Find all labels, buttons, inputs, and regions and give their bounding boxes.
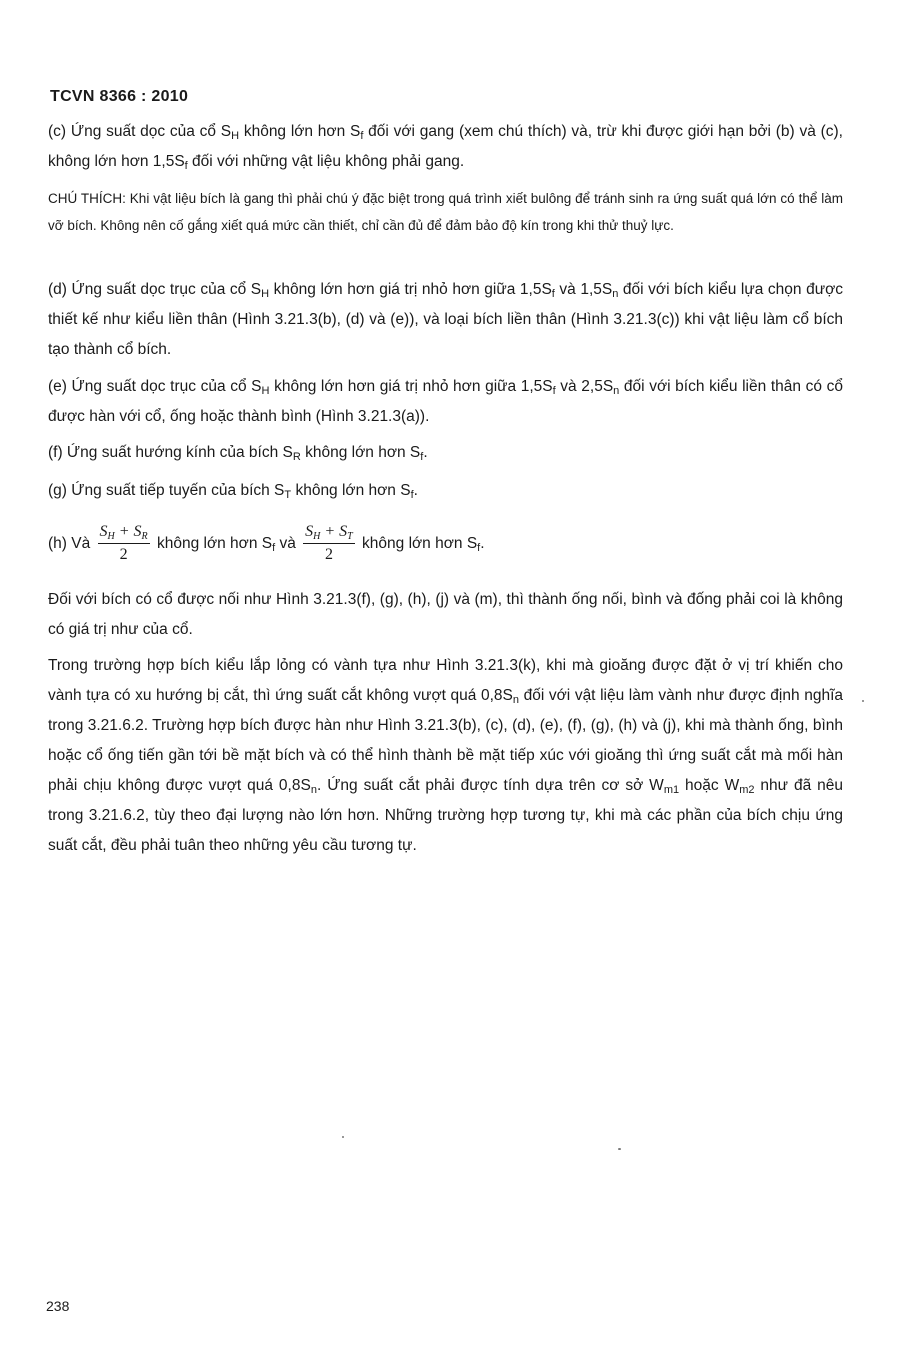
subscript: T: [347, 531, 353, 542]
text-run: đối với vật liệu làm vành như được định nghĩa trong 3.21.6.2. Trường hợp bích được hàn như Hình 3.21.3(b), (c), (d), (e), (f), (g), (h) và (j), khi mà thành ống, bình hoặc cổ ống tiến gần tới bề mặt bích và có thể hình thành bề mặt tiếp xúc với gioăng thì ứng suất cắt mà mối hàn phải chịu không được vượt quá 0,8S: [48, 687, 843, 794]
note-paragraph: [48, 185, 843, 239]
text-run: và 1,5S: [554, 281, 613, 298]
clause-c: [48, 117, 843, 177]
subscript: H: [107, 531, 115, 542]
clause-h: [48, 522, 843, 566]
text-run: Trong trường hợp bích kiểu lắp lỏng có vành tựa như Hình 3.21.3(k), khi mà gioăng được đặt ở vị trí khiến cho vành tựa có xu hướng bị cắt, thì ứng suất cắt không vượt quá 0,8S: [48, 657, 843, 704]
text-run: .: [413, 482, 418, 499]
subscript: f: [410, 489, 414, 501]
clause-g: [48, 476, 843, 506]
subscript: f: [360, 130, 364, 142]
fraction-denominator: 2: [324, 546, 333, 563]
text-run: không lớn hơn S: [152, 535, 273, 553]
text-run: .: [480, 535, 485, 553]
subscript: T: [284, 489, 292, 501]
text-run: CHÚ THÍCH: Khi vật liệu bích là gang thì phải chú ý đặc biệt trong quá trình xiết bulông để tránh sinh ra ứng suất quá lớn có thể làm vỡ bích. Không nên cố gắng xiết quá mức cần thiết, chỉ cần đủ để đảm bảo độ kín trong khi thử thuỷ lực.: [48, 191, 843, 233]
text-run: S: [99, 523, 108, 540]
text-run: đối với bích kiểu lựa chọn được thiết kế như kiểu liền thân (Hình 3.21.3(b), (d) và (e)), và loại bích liền thân (Hình 3.21.3(c)) khi vật liệu làm cổ bích tạo thành cổ bích.: [48, 281, 843, 358]
subscript: f: [420, 451, 424, 463]
text-run: + S: [114, 523, 142, 540]
text-run: đối với những vật liệu không phải gang.: [187, 153, 465, 170]
text-run: không lớn hơn giá trị nhỏ hơn giữa 1,5S: [269, 281, 552, 298]
text-run: không lớn hơn giá trị nhỏ hơn giữa 1,5S: [269, 378, 553, 395]
fraction-numerator: [303, 522, 355, 544]
text-run: Đối với bích có cổ được nối như Hình 3.21.3(f), (g), (h), (j) và (m), thì thành ống nối, bình và đống phải coi là không có giá trị như của cổ.: [48, 591, 843, 638]
scan-speck: [862, 700, 864, 702]
fraction-numerator: [98, 522, 150, 544]
subscript: n: [612, 288, 619, 300]
text-run: không lớn hơn S: [239, 123, 361, 140]
subscript: f: [477, 542, 481, 555]
text-run: không lớn hơn S: [300, 444, 421, 461]
text-run: (d) Ứng suất dọc trục của cổ S: [48, 281, 262, 298]
text-run: và: [275, 535, 301, 553]
subscript: m1: [663, 784, 680, 796]
scan-speck: [618, 1148, 621, 1150]
body-paragraph-1: [48, 585, 843, 645]
scan-speck: [342, 1136, 344, 1138]
page-number: 238: [46, 1298, 70, 1314]
text-run: và 2,5S: [555, 378, 614, 395]
subscript: f: [551, 288, 555, 300]
subscript: f: [272, 542, 276, 555]
text-run: không lớn hơn S: [357, 535, 478, 553]
clause-f: [48, 438, 843, 468]
text-run: đối với gang (xem chú thích) và, trừ khi được giới hạn bởi (b) và (c), không lớn hơn 1,5S: [48, 123, 843, 170]
text-run: . Ứng suất cắt phải được tính dựa trên cơ sở W: [316, 777, 664, 794]
text-run: (c) Ứng suất dọc của cổ S: [48, 123, 232, 140]
subscript: R: [141, 531, 148, 542]
text-run: + S: [320, 523, 348, 540]
text-run: không lớn hơn S: [291, 482, 411, 499]
text-run: .: [423, 444, 428, 461]
subscript: m2: [739, 784, 755, 796]
subscript: f: [184, 160, 188, 172]
clause-d: [48, 275, 843, 365]
text-run: đối với bích kiểu liền thân có cổ được hàn với cổ, ống hoặc thành bình (Hình 3.21.3(a)).: [48, 378, 843, 425]
standard-header: TCVN 8366 : 2010: [50, 88, 189, 105]
subscript: n: [310, 784, 317, 796]
text-run: (e) Ứng suất dọc trục của cổ S: [48, 378, 262, 395]
fraction-denominator: 2: [119, 546, 128, 563]
text-run: (g) Ứng suất tiếp tuyến của bích S: [48, 482, 285, 499]
text-run: S: [305, 523, 314, 540]
subscript: n: [613, 385, 620, 397]
formula-fraction: [98, 522, 150, 566]
subscript: H: [231, 130, 240, 142]
text-run: như đã nêu trong 3.21.6.2, tùy theo đại lượng nào lớn hơn. Những trường hợp tương tự, khi mà các phần của bích chịu ứng suất cắt, đều phải tuân theo những yêu cầu tương tự.: [48, 777, 843, 854]
subscript: H: [261, 288, 270, 300]
subscript: f: [552, 385, 556, 397]
subscript: H: [313, 531, 321, 542]
subscript: n: [512, 694, 519, 706]
body-paragraph-2: [48, 651, 843, 861]
text-run: (f) Ứng suất hướng kính của bích S: [48, 444, 293, 461]
clause-e: [48, 372, 843, 432]
formula-fraction: [303, 522, 355, 566]
subscript: H: [261, 385, 270, 397]
text-run: hoặc W: [679, 777, 740, 794]
subscript: R: [292, 451, 301, 463]
text-run: (h) Và: [48, 535, 95, 553]
